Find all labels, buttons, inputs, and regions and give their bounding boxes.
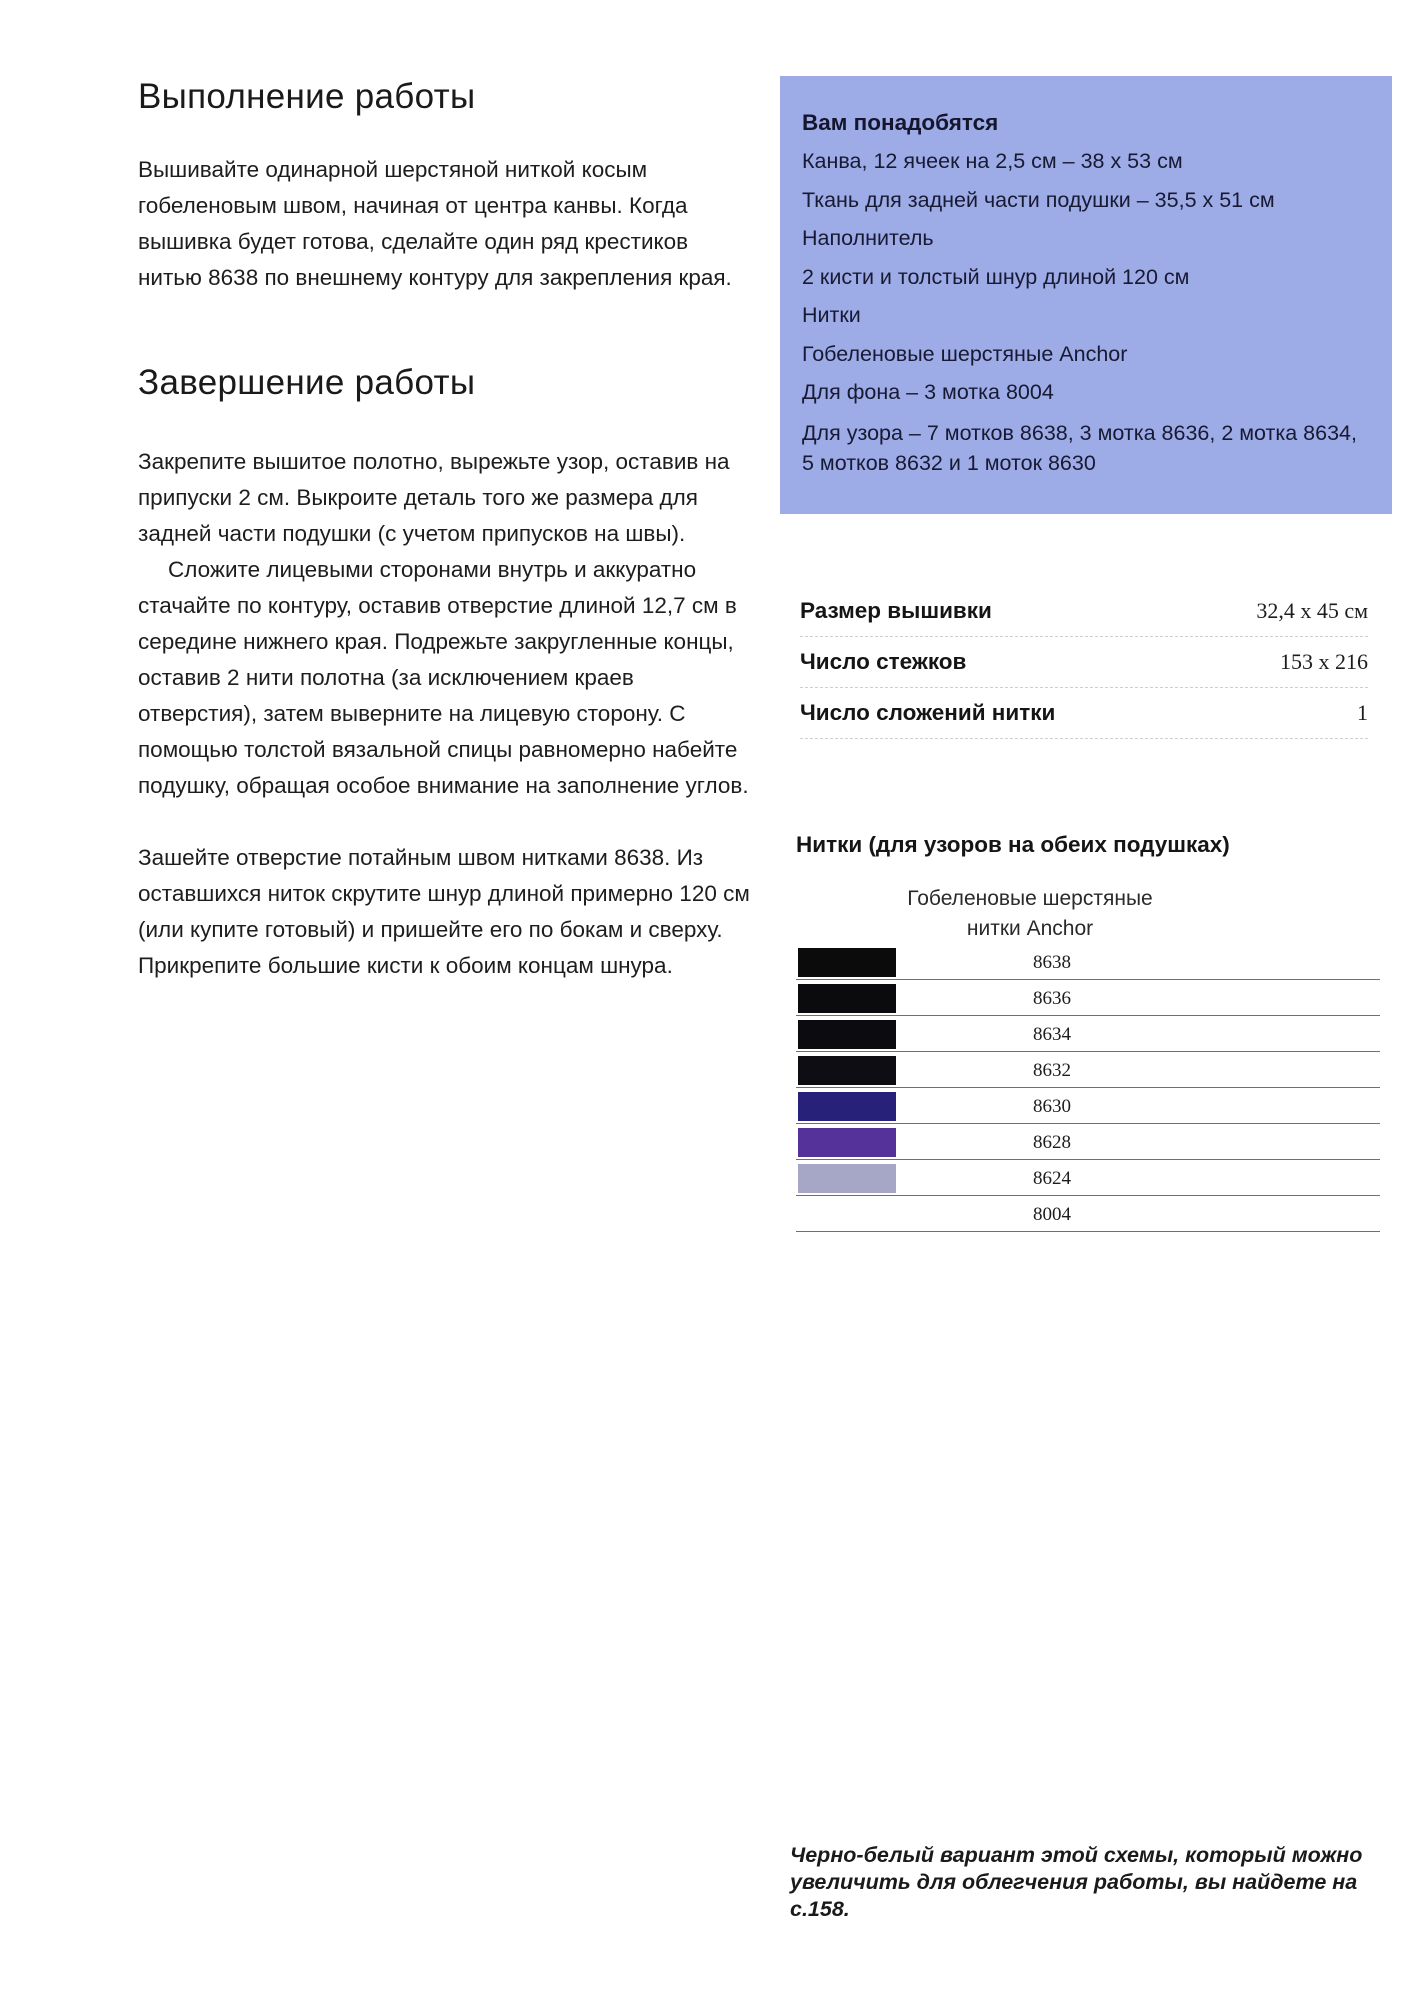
paragraph-finish-1: Закрепите вышитое полотно, вырежьте узор, оставив на припуски 2 см. Выкроите деталь того же размера для задней части подушки (с учетом припусков на швы). <box>138 449 730 546</box>
spec-value: 153 х 216 <box>1280 649 1368 674</box>
color-swatch <box>798 1164 896 1193</box>
footnote: Черно-белый вариант этой схемы, который можно увеличить для облегчения работы, вы найдете на с.158. <box>790 1843 1363 1921</box>
materials-item: 2 кисти и толстый шнур длиной 120 см <box>802 264 1190 289</box>
color-swatch <box>798 948 896 977</box>
threads-title: Нитки (для узоров на обеих подушках) <box>796 832 1230 857</box>
materials-item: Гобеленовые шерстяные Anchor <box>802 341 1128 366</box>
color-swatch <box>798 1020 896 1049</box>
thread-code: 8636 <box>1033 987 1071 1009</box>
spec-row <box>800 637 1368 688</box>
thread-row <box>796 1090 1380 1124</box>
materials-item: Нитки <box>802 303 861 327</box>
thread-code: 8634 <box>1033 1023 1071 1045</box>
thread-code: 8632 <box>1033 1059 1071 1081</box>
spec-value: 32,4 х 45 см <box>1256 598 1368 623</box>
instructions-column <box>138 70 750 984</box>
color-swatch <box>798 984 896 1013</box>
color-swatch <box>798 1128 896 1157</box>
thread-code: 8628 <box>1033 1131 1071 1153</box>
spec-row <box>800 586 1368 637</box>
materials-item: Для фона – 3 мотка 8004 <box>802 380 1054 404</box>
thread-code: 8638 <box>1033 951 1071 973</box>
heading-work: Выполнение работы <box>138 77 476 116</box>
thread-table <box>796 946 1380 1234</box>
specs-table <box>800 586 1368 739</box>
color-swatch <box>798 1056 896 1085</box>
materials-item: Канва, 12 ячеек на 2,5 см – 38 х 53 см <box>802 149 1183 173</box>
thread-row <box>796 1126 1380 1160</box>
color-swatch <box>798 1200 896 1229</box>
paragraph-finish-2: Сложите лицевыми сторонами внутрь и аккуратно стачайте по контуру, оставив отверстие длиной 12,7 см в середине нижнего края. Подрежьте закругленные концы, оставив 2 нити полотна (за исключением краев отверстия), затем выверните на лицевую сторону. С помощью толстой вязальной спицы равномерно набейте подушку, обращая особое внимание на заполнение углов. <box>138 557 749 798</box>
materials-item: Ткань для задней части подушки – 35,5 х 51 см <box>802 187 1275 212</box>
spec-label: Размер вышивки <box>800 598 992 623</box>
spec-value: 1 <box>1357 700 1368 725</box>
thread-code: 8004 <box>1033 1203 1071 1225</box>
thread-row <box>796 1054 1380 1088</box>
thread-row <box>796 1018 1380 1052</box>
color-swatch <box>798 1092 896 1121</box>
materials-title: Вам понадобятся <box>802 110 999 135</box>
spec-row <box>800 688 1368 739</box>
paragraph-finish-3: Зашейте отверстие потайным швом нитками 8638. Из оставшихся ниток скрутите шнур длиной примерно 120 см (или купите готовый) и пришейте его по бокам и сверху. Прикрепите большие кисти к обоим концам шнура. <box>138 845 750 978</box>
thread-row <box>796 982 1380 1016</box>
thread-row <box>796 1162 1380 1196</box>
thread-row <box>796 946 1380 980</box>
paragraph-work: Вышивайте одинарной шерстяной ниткой косым гобеленовым швом, начиная от центра канвы. Когда вышивка будет готова, сделайте один ряд крестиков нитью 8638 по внешнему контуру для закрепления края. <box>138 157 732 290</box>
threads-brand: Гобеленовые шерстяные нитки Anchor <box>907 887 1153 940</box>
spec-label: Число стежков <box>800 649 967 674</box>
materials-box <box>780 76 1392 514</box>
spec-label: Число сложений нитки <box>800 700 1056 725</box>
thread-code: 8624 <box>1033 1167 1071 1189</box>
thread-code: 8630 <box>1033 1095 1071 1117</box>
heading-finish: Завершение работы <box>138 363 476 402</box>
materials-item: Наполнитель <box>802 226 934 250</box>
thread-row <box>796 1198 1380 1232</box>
materials-item: Для узора – 7 мотков 8638, 3 мотка 8636, 2 мотка 8634, 5 мотков 8632 и 1 моток 8630 <box>802 420 1357 475</box>
